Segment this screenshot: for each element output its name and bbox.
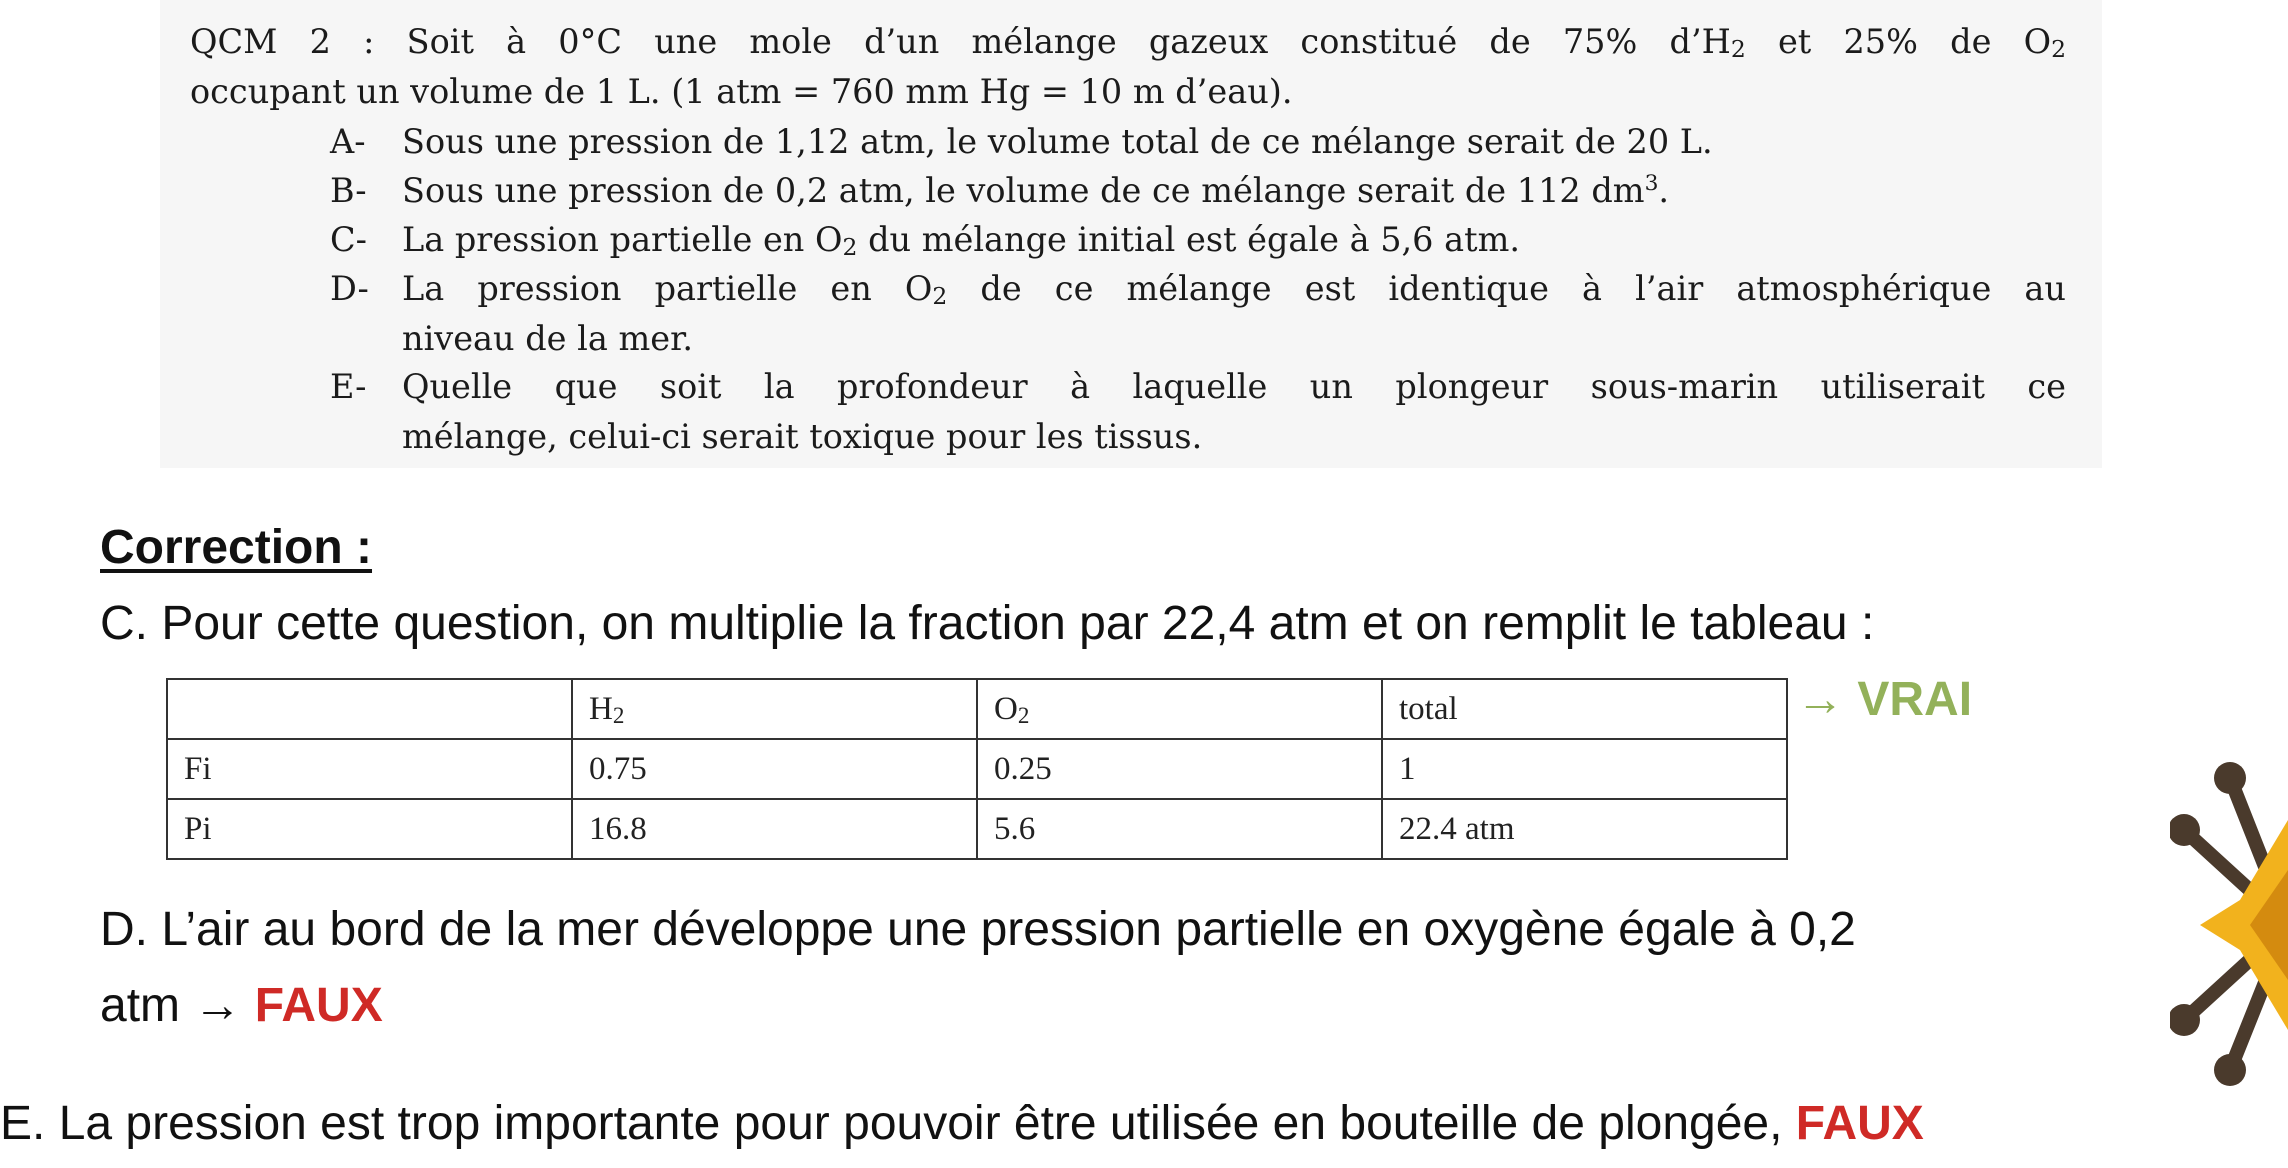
correction-d-text-line2: atm → FAUX bbox=[100, 979, 383, 1032]
table-header-row bbox=[167, 679, 1787, 739]
option-text: Sous une pression de 0,2 atm, le volume de ce mélange serait de 112 $dm^3$. bbox=[402, 171, 1670, 210]
table-cell: 1 bbox=[1382, 739, 1787, 799]
pressure-table bbox=[166, 678, 1788, 860]
option-letter: B- bbox=[330, 171, 367, 210]
verdict-faux: FAUX bbox=[1795, 1097, 1924, 1150]
correction-e-text: E. La pression est trop importante pour pouvoir être utilisée en bouteille de plongée, FAUX bbox=[0, 1097, 1924, 1150]
table-cell: Fi bbox=[167, 739, 572, 799]
verdict-faux: FAUX bbox=[254, 979, 383, 1032]
arrow-right-icon: → bbox=[1796, 673, 1858, 726]
option-text-line2: niveau de la mer. bbox=[402, 319, 694, 358]
question-scan bbox=[160, 0, 2102, 468]
table-cell: 0.75 bbox=[572, 739, 977, 799]
table-row bbox=[167, 739, 1787, 799]
correction-d-text-line1: D. L’air au bord de la mer développe une pression partielle en oxygène égale à 0,2 bbox=[100, 903, 1856, 956]
table-cell: $H_2$ bbox=[572, 679, 977, 739]
table-cell bbox=[167, 679, 572, 739]
table-cell: 5.6 bbox=[977, 799, 1382, 859]
question-statement-line2: occupant un volume de 1 L. (1 atm = 760 mm Hg = 10 m d’eau). bbox=[190, 72, 1293, 111]
option-text: La pression partielle en $O_2$ de ce mélange est identique à l’air atmosphérique au bbox=[402, 269, 2066, 311]
option-letter: E- bbox=[330, 367, 367, 406]
option-text: La pression partielle en $O_2$ du mélange initial est égale à 5,6 atm. bbox=[402, 220, 1520, 262]
option-text-line2: mélange, celui-ci serait toxique pour les tissus. bbox=[402, 417, 1203, 456]
option-text: Quelle que soit la profondeur à laquelle un plongeur sous-marin utiliserait ce bbox=[402, 367, 2066, 406]
option-letter: A- bbox=[330, 122, 366, 161]
question-statement-line1: QCM 2 : Soit à 0°C une mole d’un mélange gazeux constitué de 75% $d’H_2$ et 25% de $O_2$ bbox=[190, 22, 2067, 64]
molecule-star-logo-icon bbox=[2170, 760, 2288, 1090]
correction-title: Correction : bbox=[100, 521, 373, 574]
table-cell: 0.25 bbox=[977, 739, 1382, 799]
verdict-vrai: → VRAI bbox=[1796, 673, 1973, 726]
table-cell: Pi bbox=[167, 799, 572, 859]
option-text: Sous une pression de 1,12 atm, le volume total de ce mélange serait de 20 L. bbox=[402, 122, 1713, 161]
correction-c-text: C. Pour cette question, on multiplie la fraction par 22,4 atm et on remplit le tableau : bbox=[100, 597, 1875, 650]
table-cell: 16.8 bbox=[572, 799, 977, 859]
option-letter: C- bbox=[330, 220, 367, 259]
table-cell: $O_2$ bbox=[977, 679, 1382, 739]
table-cell: 22.4 atm bbox=[1382, 799, 1787, 859]
option-letter: D- bbox=[330, 269, 369, 308]
table-row bbox=[167, 799, 1787, 859]
table-cell: total bbox=[1382, 679, 1787, 739]
